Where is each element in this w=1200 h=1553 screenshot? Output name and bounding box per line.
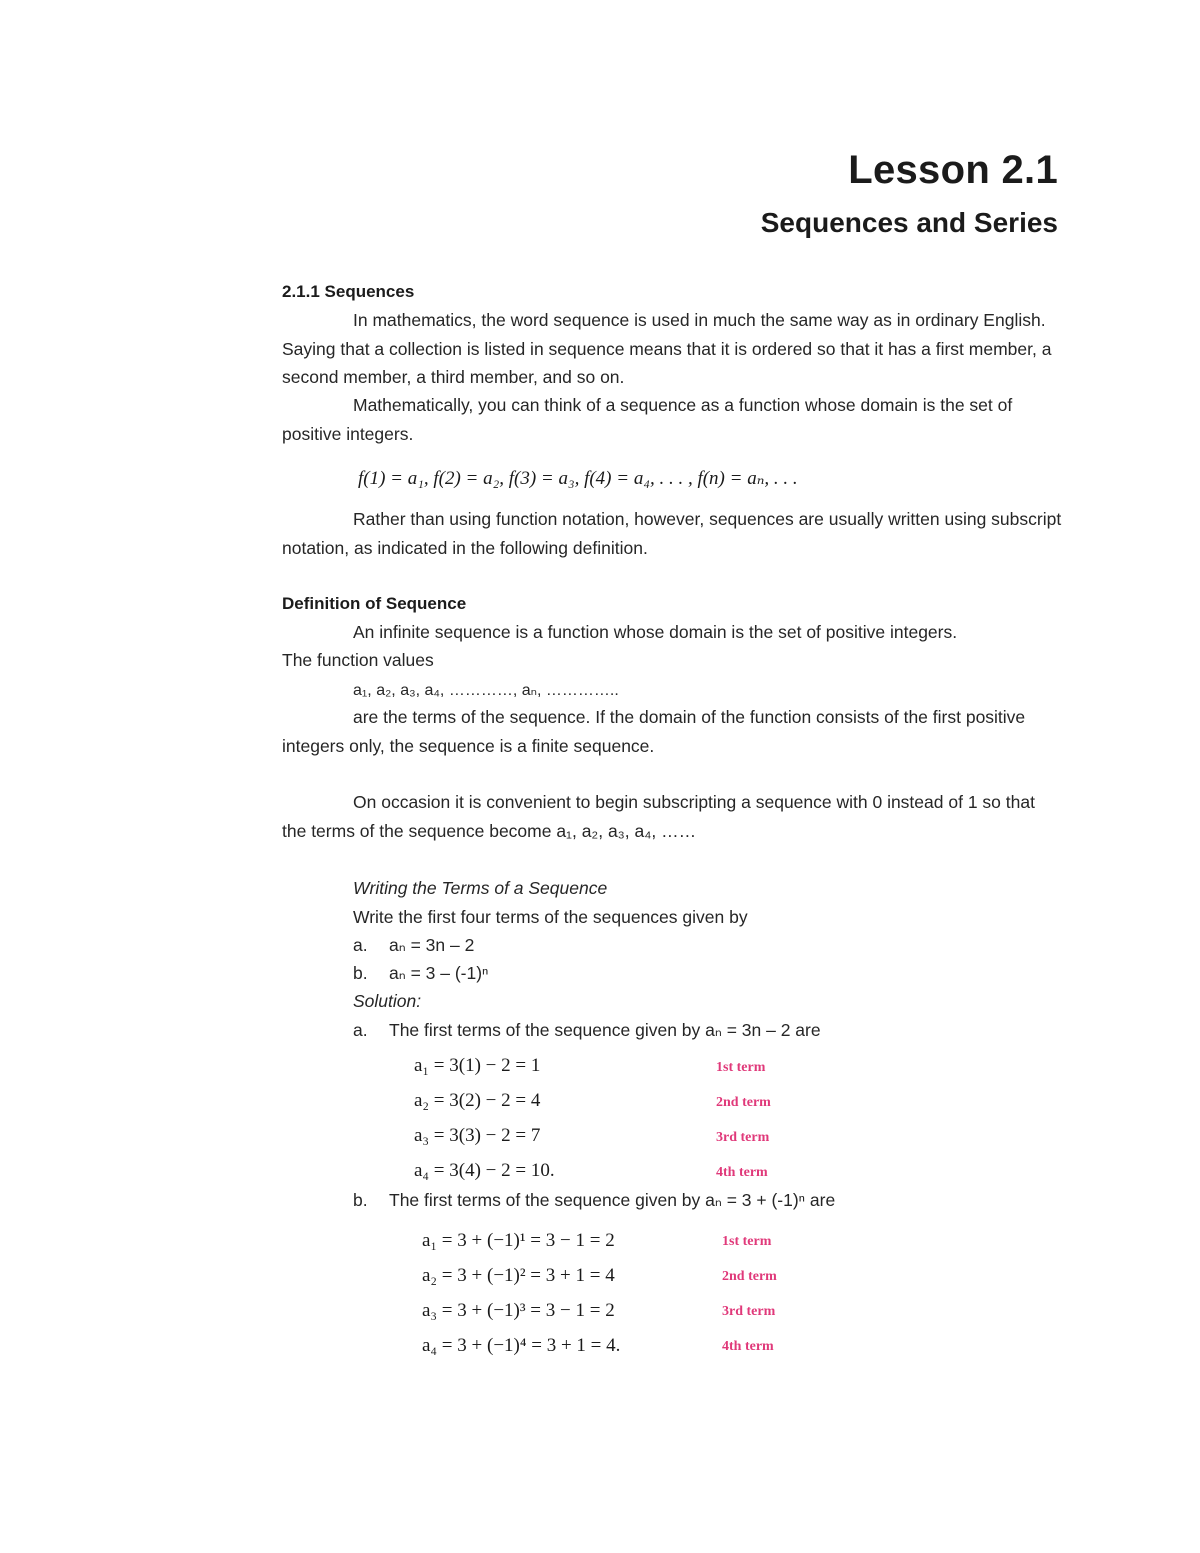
solution-b-intro <box>353 1186 835 1215</box>
example-prompt: Write the first four terms of the sequences given by <box>353 907 748 927</box>
definition-line-2: The function values <box>282 650 434 670</box>
solution-b-text: The first terms of the sequence given by aₙ = 3 + (-1)ⁿ are <box>389 1190 836 1210</box>
solution-a-eq-1: a₁ = 3(1) − 2 = 1 <box>414 1055 541 1076</box>
part-b-label: b. <box>353 963 368 983</box>
solution-b-term-2: 2nd term <box>722 1269 777 1284</box>
solution-a-eq-2: a₂ = 3(2) − 2 = 4 <box>414 1090 541 1111</box>
solution-a-term-2: 2nd term <box>716 1095 771 1110</box>
terms-list: a₁, a₂, a₃, a₄, …………, aₙ, ………….. <box>353 682 619 699</box>
part-b-formula: aₙ = 3 – (-1)ⁿ <box>389 963 489 983</box>
part-a-formula: aₙ = 3n – 2 <box>389 935 475 955</box>
solution-a-eq-4: a₄ = 3(4) − 2 = 10. <box>414 1160 555 1181</box>
definition-line-1: An infinite sequence is a function whose domain is the set of positive integers. <box>353 622 958 642</box>
definition-heading: Definition of Sequence <box>282 594 467 613</box>
occasion-paragraph: On occasion it is convenient to begin subscripting a sequence with 0 instead of 1 so that the terms of the sequence become a₁, a₂, a₃, a₄, …… <box>282 792 1035 841</box>
example-part-b <box>353 959 488 988</box>
lesson-title: Lesson 2.1 <box>848 148 1058 192</box>
definition-line-3: are the terms of the sequence. If the domain of the function consists of the first positive integers only, the sequence is a finite sequence. <box>282 707 1026 756</box>
solution-b-eq-3: a₃ = 3 + (−1)³ = 3 − 1 = 2 <box>422 1300 615 1321</box>
function-notation-line: f(1) = a₁, f(2) = a₂, f(3) = a₃, f(4) = a₄, . . . , f(n) = aₙ, . . . <box>358 468 798 489</box>
solution-b-eq-2: a₂ = 3 + (−1)² = 3 + 1 = 4 <box>422 1265 615 1286</box>
solution-a-term-3: 3rd term <box>716 1130 770 1145</box>
solution-a-label: a. <box>353 1020 368 1040</box>
solution-a-term-4: 4th term <box>716 1165 768 1180</box>
intro-paragraph: In mathematics, the word sequence is used in much the same way as in ordinary English. Saying that a collection is listed in sequence means that it is ordered so that it has a first member, a second member, a third member, and so on. <box>282 310 1052 387</box>
solution-b-term-4: 4th term <box>722 1339 774 1354</box>
solution-label: Solution: <box>353 991 422 1011</box>
solution-b-term-1: 1st term <box>722 1234 772 1249</box>
part-a-label: a. <box>353 935 368 955</box>
solution-b-eq-1: a₁ = 3 + (−1)¹ = 3 − 1 = 2 <box>422 1230 615 1251</box>
section-heading: 2.1.1 Sequences <box>282 282 415 301</box>
solution-a-term-1: 1st term <box>716 1060 766 1075</box>
lesson-subtitle: Sequences and Series <box>760 207 1058 238</box>
definition-intro-paragraph: Mathematically, you can think of a sequence as a function whose domain is the set of positive integers. <box>282 395 1013 444</box>
example-part-a <box>353 931 474 960</box>
solution-b-eq-4: a₄ = 3 + (−1)⁴ = 3 + 1 = 4. <box>422 1335 621 1356</box>
solution-a-intro <box>353 1016 821 1045</box>
solution-b-label: b. <box>353 1190 368 1210</box>
subscript-paragraph: Rather than using function notation, however, sequences are usually written using subscript notation, as indicated in the following definition. <box>282 509 1062 558</box>
example-title: Writing the Terms of a Sequence <box>353 878 608 898</box>
solution-a-text: The first terms of the sequence given by aₙ = 3n – 2 are <box>389 1020 821 1040</box>
solution-a-eq-3: a₃ = 3(3) − 2 = 7 <box>414 1125 541 1146</box>
solution-b-term-3: 3rd term <box>722 1304 776 1319</box>
